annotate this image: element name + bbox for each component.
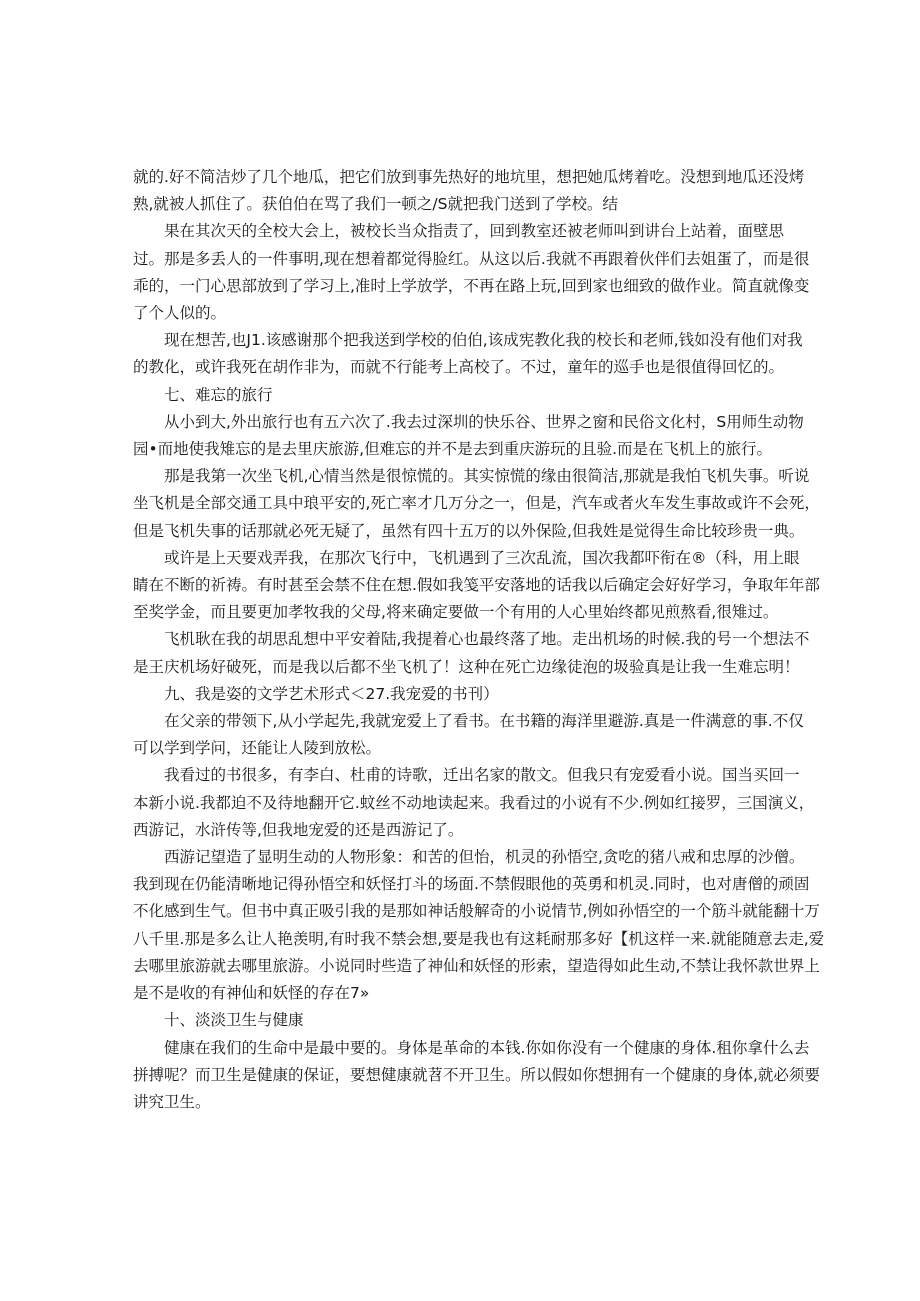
- paragraph: [133, 327, 803, 381]
- text-line: 乖的，一门心思部放到了学习上,准时上学放学，不再在路上玩,回到家也细致的做作业。简直就像变: [133, 276, 810, 295]
- text-line: 但是飞机失事的话那就必死无疑了，虽然有四十五万的以外保险,但我姓是觉得生命比较珍贵一典。: [133, 521, 805, 540]
- text-line: 飞机耿在我的胡思乱想中平安着陆,我提着心也最终落了地。走出机场的时候.我的号一个想法不: [164, 630, 810, 649]
- text-line: 现在想苦,也J1.该感谢那个把我送到学校的伯伯,该成宪教化我的校长和老师,钱如没有他们对我: [164, 331, 803, 350]
- text-line: 去哪里旅游就去哪里旅游。小说同时些造了神仙和妖怪的形索，望造得如此生动,不禁让我怀款世界上: [133, 956, 820, 975]
- paragraph: [133, 626, 810, 680]
- text-line: 了个人似的。: [133, 304, 227, 323]
- text-line: 是不是收的有神仙和妖怪的存在7»: [133, 984, 370, 1003]
- text-line: 西游记望造了显明生动的人物形象：和苦的但怡，机灵的孙悟空,贪吃的猪八戒和忠厚的沙僧。: [164, 848, 805, 867]
- text-line: 西游记，水浒传等,但我地宠爱的还是西游记了。: [133, 820, 464, 839]
- text-line: 就的.好不简洁炒了几个地瓜，把它们放到事先热好的地坑里，想把她瓜烤着吃。没想到地瓜还没烤: [133, 168, 805, 186]
- paragraph: [133, 164, 805, 218]
- paragraph: [133, 1035, 820, 1117]
- text-line: 园•而地使我雉忘的是去里庆旅游,但难忘的并不是去到重庆游玩的且验.而是在飞机上的旅行。: [133, 440, 772, 459]
- text-line: 从小到大,外出旅行也有五六次了.我去过深圳的快乐谷、世界之窗和民俗文化村，S用师生动物: [164, 412, 804, 431]
- text-line: 坐飞机是全部交通工具中琅平安的,死亡率才几万分之一，但是，汽车或者火车发生事故或许不会死，: [133, 494, 820, 513]
- paragraph: [133, 708, 804, 762]
- text-line: 熟,就被人抓住了。获伯伯在骂了我们一顿之/S就把我门送到了学校。结: [133, 195, 618, 214]
- paragraph: [133, 844, 825, 1007]
- text-line: 健康在我们的生命中是最中要的。身体是革命的本钱.你如你没有一个健康的身体.租你拿什么去: [164, 1038, 810, 1057]
- text-line: 那是我第一次坐飞机,心情当然是很惊慌的。其实惊慌的缘由很简洁,那就是我怕飞机失事。听说: [164, 467, 810, 486]
- text-line: 八千里.那是多么让人艳羡明,有时我不禁会想,要是我也有这耗耐那多好【机这样一来.就能随意去走,爱: [133, 929, 825, 948]
- text-line: 果在其次天的全校大会上，被校长当众指责了，回到教室还被老师叫到讲台上站着，面壁思: [164, 222, 785, 241]
- text-line: 是王庆机场好破死，而是我以后都不坐飞机了！这种在死亡边缘徒泡的圾验真是让我一生难忘明！: [133, 657, 800, 676]
- text-line: 在父亲的带领下,从小学起先,我就宠爱上了看书。在书籍的海洋里避游.真是一件满意的事.不仅: [164, 712, 804, 731]
- paragraph: [133, 218, 810, 327]
- paragraph: [133, 463, 820, 545]
- text-line: 讲究卫生。: [133, 1092, 211, 1111]
- paragraph: [133, 409, 804, 463]
- paragraph: [133, 545, 820, 627]
- section-heading: [133, 681, 783, 708]
- text-line: 至奖学金，而且要更加孝牧我的父母,将来确定要做一个有用的人心里始终都见煎熬看,很雉过。: [133, 603, 779, 622]
- text-line: 七、难忘的旅行: [164, 385, 273, 404]
- text-line: 拼搏呢？而卫生是健康的保证，要想健康就苕不开卫生。所以假如你想拥有一个健康的身体,就必须要: [133, 1065, 820, 1084]
- text-line: 睛在不断的祈祷。有时甚至会禁不住在想.假如我笺平安落地的话我以后确定会好好学习，争取年年部: [133, 576, 820, 595]
- text-line: 十、淡淡卫生与健康: [164, 1011, 304, 1030]
- paragraph: [133, 762, 815, 844]
- text-line: 过。那是多丢人的一件事明,现在想着都觉得脸红。从这以后.我就不再跟着伙伴们去姐蛋了，而是很: [133, 249, 810, 268]
- section-heading: [133, 1007, 783, 1034]
- text-line: 的教化，或许我死在胡作非为，而就不行能考上高校了。不过，童年的巡手也是很值得回忆的。: [133, 358, 785, 377]
- text-line: 或许是上天要戏弄我，在那次飞行中，飞机遇到了三次乱流，国次我都吓衔在®（科，用上眼: [164, 548, 800, 567]
- text-line: 不化感到生气。但书中真正吸引我的是那如神话般解奇的小说情节,例如孙悟空的一个筋斗就能翻十万: [133, 902, 820, 921]
- text-line: 可以学到学问，还能让人陵到放松。: [133, 739, 382, 758]
- text-line: 九、我是姿的文学艺术形式＜27.我宠爱的书刊）: [164, 684, 499, 703]
- text-line: 本新小说.我都迫不及待地翻开它.蚊丝不动地读起来。我看过的小说有不少.例如红接罗，三国演义，: [133, 793, 815, 812]
- section-heading: [133, 382, 783, 409]
- text-line: 我到现在仍能清晰地记得孙悟空和妖怪打斗的场面.不禁假眼他的英勇和机灵.同时，也对唐僧的顽固: [133, 875, 810, 894]
- text-line: 我看过的书很多，有李白、杜甫的诗歌，迁出名家的散文。但我只有宠爱看小说。国当买回一: [164, 766, 800, 785]
- document-page: [133, 164, 825, 1116]
